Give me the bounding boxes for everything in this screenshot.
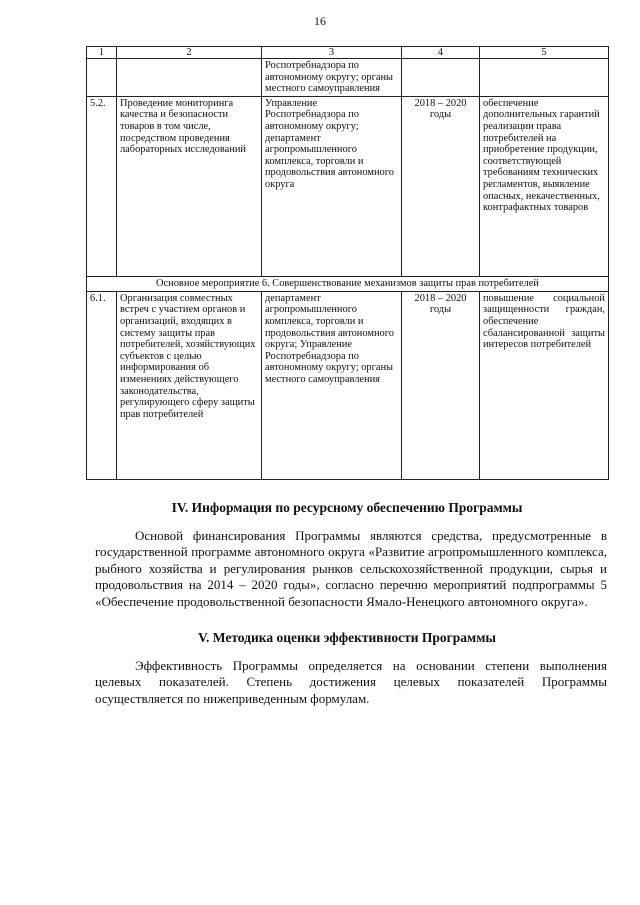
header-col-1: 1 [87,47,117,59]
cont-name-cell [117,59,262,97]
header-col-3: 3 [262,47,402,59]
section-title-6: Основное мероприятие 6. Совершенствование механизмов защиты прав потребителей [87,276,609,291]
section-4-paragraph: Основой финансирования Программы являются средства, предусмотренные в государственной программе автономного округа «Развитие агропромышленного комплекса, рыбного хозяйства и регулирования рынков сельскохозяйственной продукции, сырья и продовольствия на 2014 – 2020 годы», согласно перечню мероприятий подпрограммы 5 «Обеспечение продовольственной безопасности Ямало-Ненецкого автономного округа». [95,528,607,609]
executor: Управление Роспотребнадзора по автономному округу; департамент агропромышленного комплекса, торговли и продовольствия автономного округа [262,96,402,276]
section-4-heading: IV. Информация по ресурсному обеспечению Программы [171,500,523,515]
cont-term-cell [402,59,480,97]
expected-result: повышение социальной защищенности граждан, обеспечение сбалансированной защиты интересов потребителей [480,291,609,479]
cont-executor-cell: Роспотребнадзора по автономному округу; органы местного самоуправления [262,59,402,97]
table-row-5-2 [87,96,609,276]
expected-result: обеспечение дополнительных гарантий реализации права потребителей на приобретение продукции, соответствующей требованиям технических регламентов, выявление опасных, некачественных, контрафактных товаров [480,96,609,276]
section-5-paragraph: Эффективность Программы определяется на основании степени выполнения целевых показателей. Степень достижения целевых показателей Программы осуществляется по нижеприведенным формулам. [95,658,607,706]
table-header-row [87,47,609,59]
table-row-continuation [87,59,609,97]
term: 2018 – 2020 годы [402,291,480,479]
page-number: 16 [314,14,326,28]
activity-name: Проведение мониторинга качества и безопасности товаров в том числе, посредством проведения лабораторных исследований [117,96,262,276]
activity-name: Организация совместных встреч с участием органов и организаций, входящих в систему защиты прав потребителей, хозяйствующих субъектов с целью информирования об изменениях действующего законодательства, регулирующего сферу защиты прав потребителей [117,291,262,479]
header-col-4: 4 [402,47,480,59]
cont-num-cell [87,59,117,97]
executor: департамент агропромышленного комплекса, торговли и продовольствия автономного округа; Управление Роспотребнадзора по автономному округу; органы местного самоуправления [262,291,402,479]
section-5-heading: V. Методика оценки эффективности Программы [198,630,496,645]
section-row-6 [87,276,609,291]
table-row-6-1 [87,291,609,479]
cont-result-cell [480,59,609,97]
term: 2018 – 2020 годы [402,96,480,276]
program-table [86,46,609,480]
header-col-5: 5 [480,47,609,59]
row-number: 5.2. [87,96,117,276]
row-number: 6.1. [87,291,117,479]
header-col-2: 2 [117,47,262,59]
